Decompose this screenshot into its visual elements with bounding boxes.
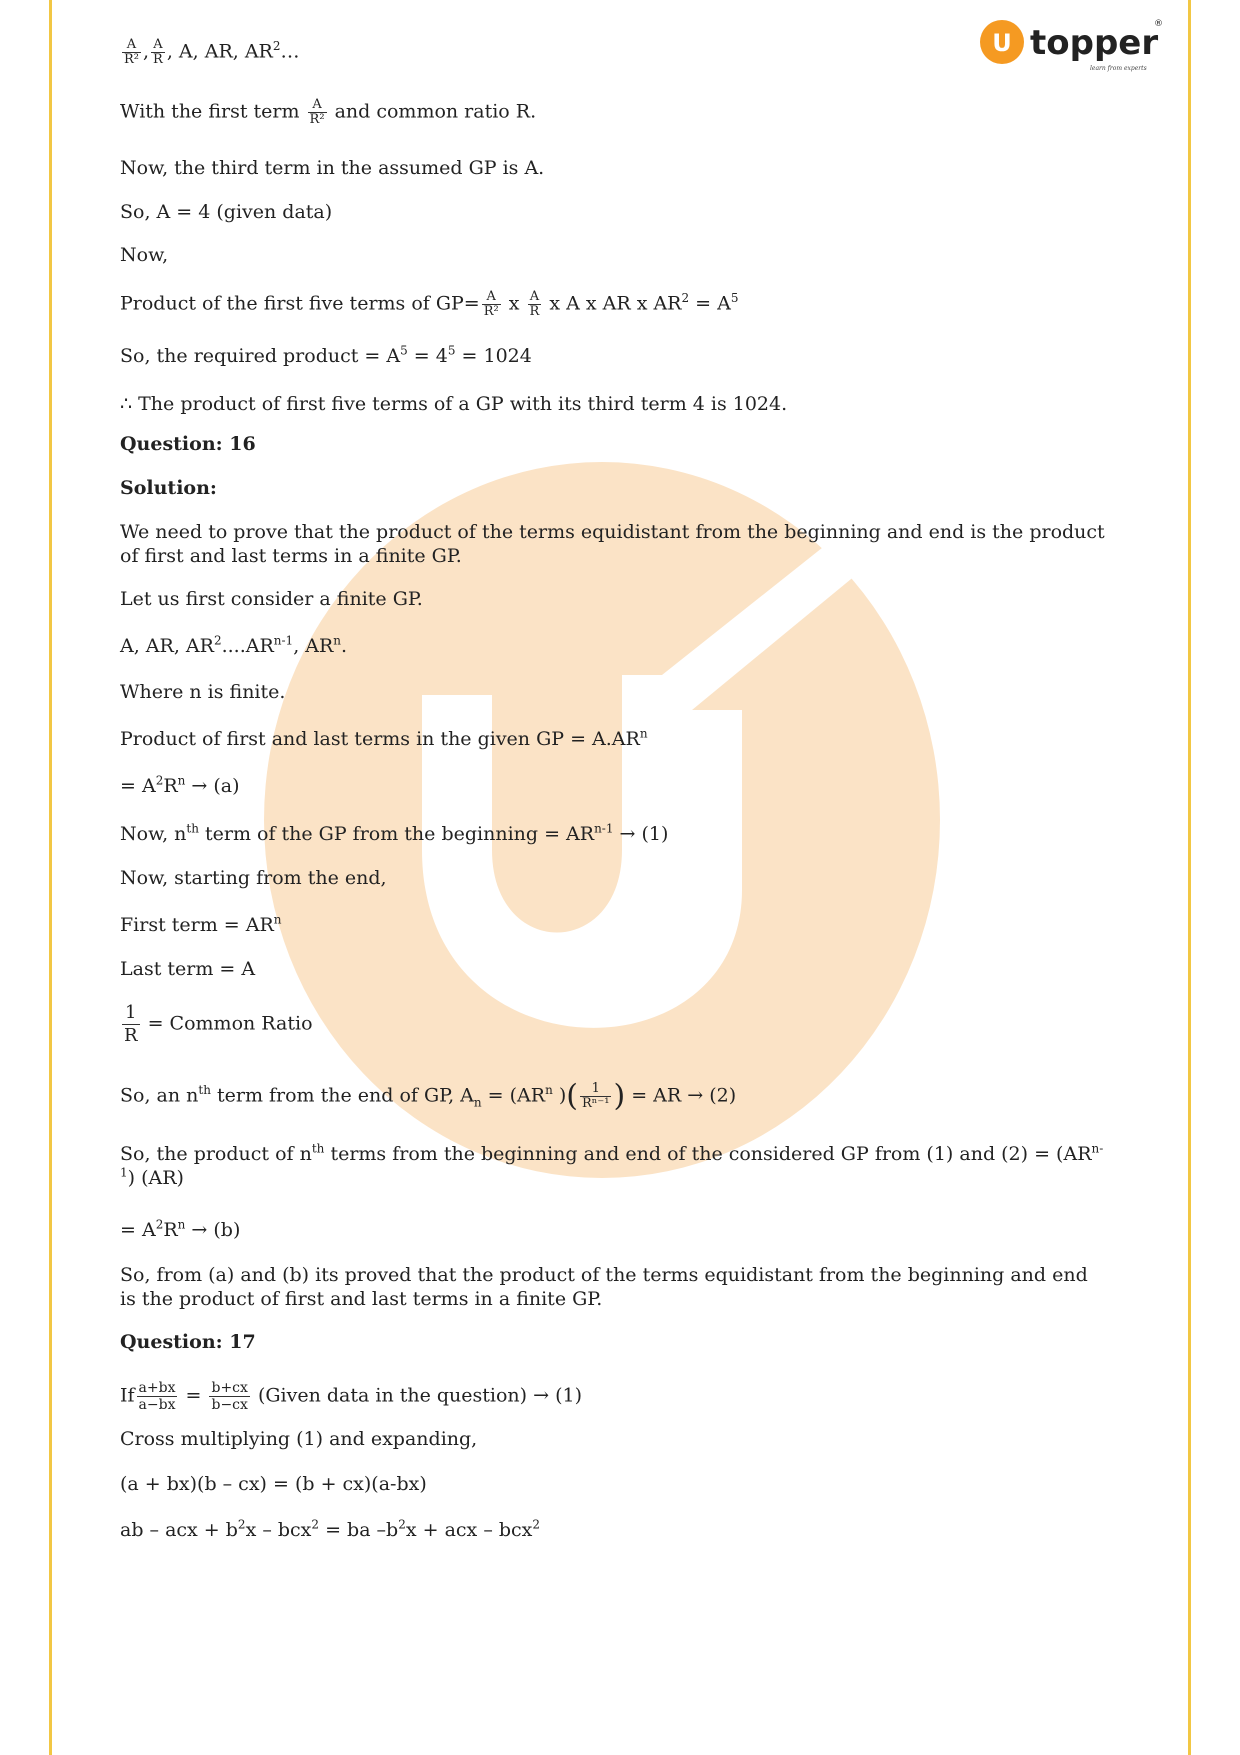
fraction-a-over-r: $\frac{A}{R}$ xyxy=(529,289,540,319)
logo-badge-letter: U xyxy=(992,29,1012,57)
text-line: Let us first consider a finite GP. xyxy=(120,588,423,610)
logo-registered-mark: ® xyxy=(1154,19,1163,29)
fraction-a-over-r2: $\frac{A}{\text{R²}}$ xyxy=(124,37,139,67)
fraction-one-over-r-pow-n-1: $\frac{1}{\text{Rⁿ⁻¹}}$ xyxy=(581,1081,610,1111)
fraction-one-over-r: $\frac{1}{R}$ xyxy=(124,1002,138,1046)
finite-gp-terms-line: A, AR, $AR^2....AR^{n-1}$, $AR^n$. xyxy=(120,633,348,657)
equation-b-line: = $A^2R^n \to (b)$ xyxy=(120,1217,241,1241)
product-five-terms-line: Product of the first five terms of GP= $\frac{A}{\text{R²}}$ x $\frac{A}{R}$ x A x AR x $AR^2 = A^5$ xyxy=(120,289,739,319)
fraction-b-plus-cx-over-b-minus-cx: $\frac{b+cx}{b-cx}$ xyxy=(211,1380,248,1413)
conclusion-line: ∴ The product of first five terms of a GP with its third term 4 is 1024. xyxy=(120,393,788,415)
text-line: Now, starting from the end, xyxy=(120,867,387,889)
text-line: Now, xyxy=(120,244,169,266)
product-first-last-line: Product of first and last terms in the given GP = $A.AR^n$ xyxy=(120,726,648,750)
text-line: So, A = 4 (given data) xyxy=(120,201,333,223)
fraction-a-over-r2: $\frac{A}{\text{R²}}$ xyxy=(483,289,499,319)
page-border-left xyxy=(49,0,52,1755)
text-line: Cross multiplying (1) and expanding, xyxy=(120,1428,478,1450)
nth-term-line: Now, $n^{th}$ term of the GP from the beginning = $AR^{n-1} \to (1)$ xyxy=(120,821,669,845)
text-line: Now, the third term in the assumed GP is A. xyxy=(120,157,545,179)
nth-term-from-end-line: So, an $n^{th}$ term from the end of GP, $A_n = (AR^n$ )( $\frac{1}{\text{Rⁿ⁻¹}}$ ) = AR → (2) xyxy=(120,1078,737,1114)
fraction-a-plus-bx-over-a-minus-bx: $\frac{a+bx}{a-bx}$ xyxy=(138,1380,176,1413)
paragraph: We need to prove that the product of the terms equidistant from the beginning and end is the product of first and last terms in a finite GP. xyxy=(120,521,1105,567)
expanded-equation-line: ab – acx + $b^2x - bcx^2$ = ba $-b^2x$ + acx – bcx$^2$ xyxy=(120,1517,541,1541)
given-equation-line: If $\frac{a+bx}{a-bx}$ = $\frac{b+cx}{b-cx}$ (Given data in the question) → (1) xyxy=(120,1380,582,1413)
text-line: Where n is finite. xyxy=(120,681,286,703)
product-nth-terms-paragraph: So, the product of $n^{th}$ terms from the beginning and end of the considered GP from (1) and $(2) = (AR^{n-1})$ (AR) xyxy=(120,1141,1104,1189)
text-line: (a + bx)(b – cx) = (b + cx)(a-bx) xyxy=(120,1473,427,1495)
gp-terms-line: $\frac{A}{\text{R²}}$ , $\frac{A}{R}$ , A, AR, $AR^2\dots$ xyxy=(124,37,300,67)
fraction-a-over-r: $\frac{A}{R}$ xyxy=(153,37,163,67)
question-17-heading: Question: 17 xyxy=(120,1331,256,1353)
topper-logo-icon xyxy=(978,14,1163,76)
common-ratio-line: $\frac{1}{R}$ = Common Ratio xyxy=(124,1002,313,1046)
logo-tagline: learn from experts xyxy=(1090,65,1147,72)
question-16-heading: Question: 16 xyxy=(120,433,256,455)
text-line: Last term = A xyxy=(120,958,256,980)
paragraph: So, from (a) and (b) its proved that the product of the terms equidistant from the beginning and end is the product of first and last terms in a finite GP. xyxy=(120,1264,1088,1310)
first-term-from-end-line: First term = $AR^n$ xyxy=(120,912,282,936)
fraction-a-over-r2: $\frac{A}{\text{R²}}$ xyxy=(309,97,325,127)
required-product-line: So, the required product = $A^5 = 4^5 = 1024$ xyxy=(120,343,532,367)
logo-wordmark: topper xyxy=(1030,23,1159,63)
first-term-line: With the first term $\frac{A}{\text{R²}}$ and common ratio R. xyxy=(120,97,537,127)
equation-a-line: = $A^2R^n \to (a)$ xyxy=(120,773,240,797)
page-border-right xyxy=(1188,0,1191,1755)
solution-heading: Solution: xyxy=(120,477,217,499)
